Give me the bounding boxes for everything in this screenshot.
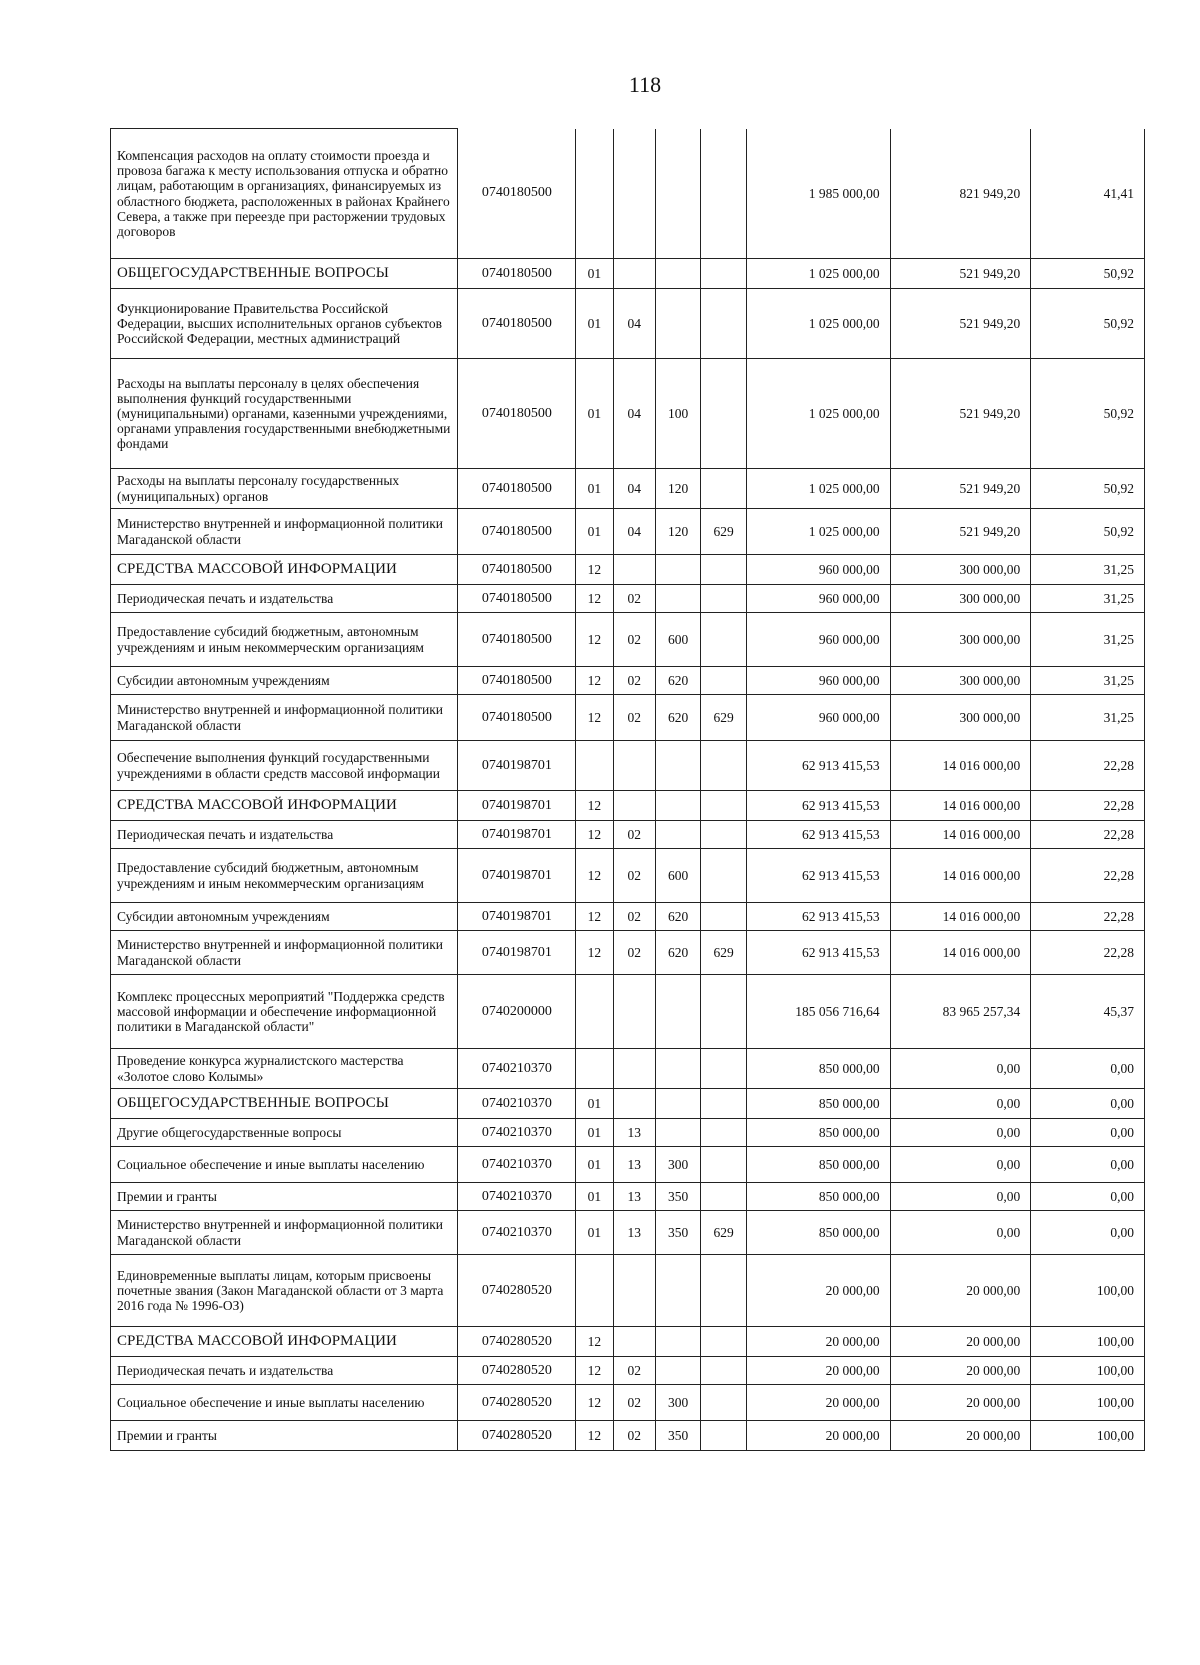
row-name: Функционирование Правительства Российской Федерации, высших исполнительных органов субъектов Российской Федерации, местных администраций [111,289,458,359]
row-target-code: 0740180500 [458,289,576,359]
table-row [111,821,1145,849]
row-target-code: 0740280520 [458,1255,576,1327]
row-section: 01 [576,1183,613,1211]
row-name: СРЕДСТВА МАССОВОЙ ИНФОРМАЦИИ [111,555,458,585]
row-administrator-code: 629 [701,931,746,975]
row-section: 01 [576,469,613,509]
row-target-code: 0740198701 [458,903,576,931]
row-target-code: 0740180500 [458,585,576,613]
table-row [111,1357,1145,1385]
row-section: 01 [576,1147,613,1183]
row-target-code: 0740198701 [458,741,576,791]
row-subsection [613,791,655,821]
row-section: 12 [576,585,613,613]
row-administrator-code [701,1421,746,1451]
row-administrator-code [701,849,746,903]
row-subsection [613,1089,655,1119]
row-subsection [613,259,655,289]
row-administrator-code [701,1255,746,1327]
row-execution-percent: 22,28 [1031,741,1145,791]
table-row [111,1255,1145,1327]
row-name: Расходы на выплаты персоналу государственных (муниципальных) органов [111,469,458,509]
row-name: СРЕДСТВА МАССОВОЙ ИНФОРМАЦИИ [111,1327,458,1357]
row-section: 12 [576,849,613,903]
row-administrator-code [701,821,746,849]
row-expense-type [655,129,700,259]
row-section: 12 [576,667,613,695]
row-target-code: 0740180500 [458,259,576,289]
row-name: Социальное обеспечение и иные выплаты населению [111,1147,458,1183]
row-executed-amount: 521 949,20 [890,469,1031,509]
row-administrator-code [701,613,746,667]
row-expense-type: 620 [655,667,700,695]
row-execution-percent: 50,92 [1031,259,1145,289]
row-section: 12 [576,1357,613,1385]
row-executed-amount: 20 000,00 [890,1421,1031,1451]
row-subsection: 04 [613,289,655,359]
row-administrator-code [701,129,746,259]
row-planned-amount: 62 913 415,53 [746,931,890,975]
row-execution-percent: 50,92 [1031,509,1145,555]
row-execution-percent: 0,00 [1031,1211,1145,1255]
row-name: Министерство внутренней и информационной политики Магаданской области [111,509,458,555]
row-executed-amount: 521 949,20 [890,509,1031,555]
row-subsection: 02 [613,613,655,667]
row-execution-percent: 100,00 [1031,1385,1145,1421]
row-executed-amount: 14 016 000,00 [890,791,1031,821]
row-expense-type: 620 [655,903,700,931]
row-name: ОБЩЕГОСУДАРСТВЕННЫЕ ВОПРОСЫ [111,1089,458,1119]
row-planned-amount: 960 000,00 [746,695,890,741]
row-subsection [613,129,655,259]
row-executed-amount: 14 016 000,00 [890,903,1031,931]
row-planned-amount: 850 000,00 [746,1119,890,1147]
row-target-code: 0740198701 [458,849,576,903]
row-expense-type [655,1119,700,1147]
row-administrator-code [701,469,746,509]
row-subsection [613,1255,655,1327]
row-execution-percent: 100,00 [1031,1421,1145,1451]
table-row [111,695,1145,741]
row-execution-percent: 31,25 [1031,695,1145,741]
row-administrator-code [701,585,746,613]
row-planned-amount: 20 000,00 [746,1385,890,1421]
row-administrator-code [701,1357,746,1385]
row-section: 01 [576,359,613,469]
table-row [111,1385,1145,1421]
row-expense-type: 120 [655,469,700,509]
row-subsection: 13 [613,1147,655,1183]
table-row [111,903,1145,931]
row-expense-type [655,585,700,613]
row-expense-type: 620 [655,931,700,975]
row-administrator-code [701,903,746,931]
row-planned-amount: 20 000,00 [746,1255,890,1327]
row-expense-type [655,259,700,289]
row-executed-amount: 521 949,20 [890,259,1031,289]
row-execution-percent: 100,00 [1031,1357,1145,1385]
row-executed-amount: 14 016 000,00 [890,849,1031,903]
row-target-code: 0740280520 [458,1357,576,1385]
row-administrator-code [701,741,746,791]
row-planned-amount: 62 913 415,53 [746,741,890,791]
row-subsection [613,1049,655,1089]
row-administrator-code: 629 [701,1211,746,1255]
row-target-code: 0740210370 [458,1183,576,1211]
row-execution-percent: 31,25 [1031,585,1145,613]
row-execution-percent: 0,00 [1031,1119,1145,1147]
row-expense-type [655,555,700,585]
row-target-code: 0740198701 [458,931,576,975]
row-subsection: 02 [613,849,655,903]
row-expense-type: 620 [655,695,700,741]
row-executed-amount: 0,00 [890,1089,1031,1119]
row-target-code: 0740210370 [458,1211,576,1255]
row-expense-type: 350 [655,1211,700,1255]
row-execution-percent: 22,28 [1031,931,1145,975]
row-executed-amount: 821 949,20 [890,129,1031,259]
row-execution-percent: 31,25 [1031,555,1145,585]
row-section [576,1255,613,1327]
row-administrator-code [701,1327,746,1357]
row-target-code: 0740210370 [458,1119,576,1147]
table-row [111,667,1145,695]
row-name: Премии и гранты [111,1421,458,1451]
row-expense-type [655,741,700,791]
row-name: Субсидии автономным учреждениям [111,903,458,931]
row-execution-percent: 45,37 [1031,975,1145,1049]
row-section: 12 [576,613,613,667]
row-subsection: 02 [613,1357,655,1385]
row-target-code: 0740180500 [458,509,576,555]
table-row [111,931,1145,975]
row-expense-type [655,1327,700,1357]
row-planned-amount: 1 025 000,00 [746,289,890,359]
row-name: Комплекс процессных мероприятий "Поддержка средств массовой информации и обеспечение информационной политики в Магаданской области" [111,975,458,1049]
row-target-code: 0740180500 [458,667,576,695]
row-target-code: 0740210370 [458,1089,576,1119]
row-subsection [613,555,655,585]
row-executed-amount: 14 016 000,00 [890,821,1031,849]
row-target-code: 0740200000 [458,975,576,1049]
row-planned-amount: 62 913 415,53 [746,791,890,821]
row-expense-type [655,289,700,359]
row-section: 12 [576,903,613,931]
row-planned-amount: 62 913 415,53 [746,849,890,903]
row-executed-amount: 0,00 [890,1049,1031,1089]
row-planned-amount: 1 025 000,00 [746,259,890,289]
row-target-code: 0740180500 [458,129,576,259]
row-name: СРЕДСТВА МАССОВОЙ ИНФОРМАЦИИ [111,791,458,821]
row-subsection: 02 [613,667,655,695]
row-target-code: 0740210370 [458,1049,576,1089]
row-executed-amount: 20 000,00 [890,1255,1031,1327]
row-target-code: 0740280520 [458,1421,576,1451]
row-administrator-code [701,259,746,289]
row-expense-type: 350 [655,1421,700,1451]
row-executed-amount: 300 000,00 [890,667,1031,695]
row-target-code: 0740210370 [458,1147,576,1183]
row-administrator-code [701,1183,746,1211]
row-expense-type [655,1049,700,1089]
row-administrator-code [701,975,746,1049]
row-expense-type [655,791,700,821]
row-expense-type [655,821,700,849]
row-executed-amount: 83 965 257,34 [890,975,1031,1049]
row-target-code: 0740198701 [458,821,576,849]
row-planned-amount: 850 000,00 [746,1211,890,1255]
row-planned-amount: 1 985 000,00 [746,129,890,259]
row-section: 12 [576,1327,613,1357]
table-row [111,1327,1145,1357]
row-subsection: 13 [613,1211,655,1255]
row-administrator-code [701,791,746,821]
row-section: 12 [576,695,613,741]
row-section: 12 [576,821,613,849]
row-planned-amount: 20 000,00 [746,1327,890,1357]
table-row [111,555,1145,585]
table-row [111,469,1145,509]
table-row [111,849,1145,903]
row-execution-percent: 22,28 [1031,821,1145,849]
row-planned-amount: 850 000,00 [746,1089,890,1119]
row-subsection [613,975,655,1049]
row-planned-amount: 850 000,00 [746,1147,890,1183]
row-name: Предоставление субсидий бюджетным, автономным учреждениям и иным некоммерческим организациям [111,849,458,903]
row-subsection [613,741,655,791]
row-planned-amount: 20 000,00 [746,1421,890,1451]
row-execution-percent: 0,00 [1031,1183,1145,1211]
row-expense-type: 300 [655,1147,700,1183]
row-subsection: 02 [613,903,655,931]
row-subsection: 13 [613,1119,655,1147]
row-section: 01 [576,289,613,359]
row-name: ОБЩЕГОСУДАРСТВЕННЫЕ ВОПРОСЫ [111,259,458,289]
row-administrator-code [701,359,746,469]
row-section [576,741,613,791]
row-executed-amount: 0,00 [890,1147,1031,1183]
row-section: 01 [576,1089,613,1119]
row-administrator-code [701,555,746,585]
row-target-code: 0740280520 [458,1327,576,1357]
row-planned-amount: 1 025 000,00 [746,469,890,509]
row-administrator-code [701,667,746,695]
row-execution-percent: 0,00 [1031,1147,1145,1183]
budget-execution-table [110,128,1145,1451]
row-section: 12 [576,555,613,585]
row-planned-amount: 1 025 000,00 [746,509,890,555]
page-number: 118 [628,72,662,97]
row-expense-type [655,1255,700,1327]
row-execution-percent: 22,28 [1031,849,1145,903]
row-section: 01 [576,1119,613,1147]
row-name: Министерство внутренней и информационной политики Магаданской области [111,931,458,975]
row-execution-percent: 0,00 [1031,1049,1145,1089]
row-planned-amount: 850 000,00 [746,1183,890,1211]
row-expense-type: 100 [655,359,700,469]
row-expense-type: 300 [655,1385,700,1421]
row-target-code: 0740180500 [458,555,576,585]
row-name: Министерство внутренней и информационной политики Магаданской области [111,695,458,741]
row-executed-amount: 20 000,00 [890,1327,1031,1357]
row-executed-amount: 14 016 000,00 [890,741,1031,791]
row-subsection: 02 [613,1421,655,1451]
row-target-code: 0740280520 [458,1385,576,1421]
row-name: Расходы на выплаты персоналу в целях обеспечения выполнения функций государственными (муниципальными) органами, казенными учреждениями, органами управления государственными внебюджетными фондами [111,359,458,469]
row-name: Другие общегосударственные вопросы [111,1119,458,1147]
table-row [111,129,1145,259]
row-executed-amount: 0,00 [890,1211,1031,1255]
row-executed-amount: 20 000,00 [890,1385,1031,1421]
row-name: Министерство внутренней и информационной политики Магаданской области [111,1211,458,1255]
table-row [111,1049,1145,1089]
row-administrator-code: 629 [701,695,746,741]
row-name: Субсидии автономным учреждениям [111,667,458,695]
row-execution-percent: 31,25 [1031,667,1145,695]
row-subsection: 04 [613,469,655,509]
row-section [576,975,613,1049]
row-planned-amount: 960 000,00 [746,613,890,667]
row-expense-type: 350 [655,1183,700,1211]
row-name: Периодическая печать и издательства [111,585,458,613]
row-subsection: 02 [613,931,655,975]
row-name: Компенсация расходов на оплату стоимости проезда и провоза багажа к месту использования отпуска и обратно лицам, работающим в организациях, финансируемых из областного бюджета, расположенных в районах Крайнего Севера, а также при переезде при расторжении трудовых договоров [111,129,458,259]
row-execution-percent: 22,28 [1031,791,1145,821]
row-executed-amount: 521 949,20 [890,359,1031,469]
row-name: Обеспечение выполнения функций государственными учреждениями в области средств массовой информации [111,741,458,791]
row-execution-percent: 50,92 [1031,289,1145,359]
row-administrator-code [701,289,746,359]
row-executed-amount: 300 000,00 [890,585,1031,613]
row-expense-type: 600 [655,849,700,903]
row-subsection [613,1327,655,1357]
table-row [111,1089,1145,1119]
row-executed-amount: 14 016 000,00 [890,931,1031,975]
table-row [111,975,1145,1049]
row-section: 01 [576,1211,613,1255]
table-row [111,259,1145,289]
row-executed-amount: 300 000,00 [890,613,1031,667]
row-name: Периодическая печать и издательства [111,821,458,849]
row-name: Периодическая печать и издательства [111,1357,458,1385]
row-administrator-code [701,1089,746,1119]
row-administrator-code [701,1049,746,1089]
row-administrator-code [701,1147,746,1183]
row-name: Проведение конкурса журналистского мастерства «Золотое слово Колымы» [111,1049,458,1089]
row-execution-percent: 100,00 [1031,1255,1145,1327]
row-expense-type [655,1089,700,1119]
table-row [111,509,1145,555]
row-execution-percent: 50,92 [1031,469,1145,509]
row-name: Премии и гранты [111,1183,458,1211]
row-execution-percent: 41,41 [1031,129,1145,259]
row-target-code: 0740180500 [458,469,576,509]
row-executed-amount: 300 000,00 [890,555,1031,585]
row-execution-percent: 100,00 [1031,1327,1145,1357]
row-target-code: 0740180500 [458,613,576,667]
row-subsection: 02 [613,821,655,849]
row-executed-amount: 300 000,00 [890,695,1031,741]
row-planned-amount: 1 025 000,00 [746,359,890,469]
row-subsection: 02 [613,1385,655,1421]
row-name: Единовременные выплаты лицам, которым присвоены почетные звания (Закон Магаданской области от 3 марта 2016 года № 1996-ОЗ) [111,1255,458,1327]
row-subsection: 02 [613,585,655,613]
table-row [111,359,1145,469]
table-row [111,289,1145,359]
row-execution-percent: 50,92 [1031,359,1145,469]
row-expense-type: 120 [655,509,700,555]
row-subsection: 04 [613,509,655,555]
row-planned-amount: 20 000,00 [746,1357,890,1385]
table-row [111,741,1145,791]
row-target-code: 0740180500 [458,359,576,469]
row-expense-type [655,975,700,1049]
row-subsection: 02 [613,695,655,741]
row-subsection: 13 [613,1183,655,1211]
row-planned-amount: 185 056 716,64 [746,975,890,1049]
table-row [111,1183,1145,1211]
row-section: 12 [576,1421,613,1451]
row-planned-amount: 62 913 415,53 [746,821,890,849]
row-execution-percent: 0,00 [1031,1089,1145,1119]
row-planned-amount: 62 913 415,53 [746,903,890,931]
row-planned-amount: 960 000,00 [746,585,890,613]
row-expense-type: 600 [655,613,700,667]
row-administrator-code [701,1119,746,1147]
row-executed-amount: 521 949,20 [890,289,1031,359]
row-section: 12 [576,1385,613,1421]
table-row [111,1119,1145,1147]
table-row [111,791,1145,821]
row-target-code: 0740180500 [458,695,576,741]
table-row [111,1211,1145,1255]
table-row [111,613,1145,667]
row-planned-amount: 850 000,00 [746,1049,890,1089]
row-section: 12 [576,791,613,821]
row-planned-amount: 960 000,00 [746,555,890,585]
row-expense-type [655,1357,700,1385]
row-section [576,1049,613,1089]
row-planned-amount: 960 000,00 [746,667,890,695]
row-administrator-code [701,1385,746,1421]
row-target-code: 0740198701 [458,791,576,821]
row-executed-amount: 0,00 [890,1183,1031,1211]
row-administrator-code: 629 [701,509,746,555]
row-executed-amount: 20 000,00 [890,1357,1031,1385]
row-section: 12 [576,931,613,975]
row-name: Социальное обеспечение и иные выплаты населению [111,1385,458,1421]
table-row [111,585,1145,613]
row-execution-percent: 31,25 [1031,613,1145,667]
row-section: 01 [576,509,613,555]
row-subsection: 04 [613,359,655,469]
row-name: Предоставление субсидий бюджетным, автономным учреждениям и иным некоммерческим организациям [111,613,458,667]
table-row [111,1421,1145,1451]
table-row [111,1147,1145,1183]
row-execution-percent: 22,28 [1031,903,1145,931]
row-section: 01 [576,259,613,289]
row-executed-amount: 0,00 [890,1119,1031,1147]
row-section [576,129,613,259]
table-body [111,129,1145,1451]
